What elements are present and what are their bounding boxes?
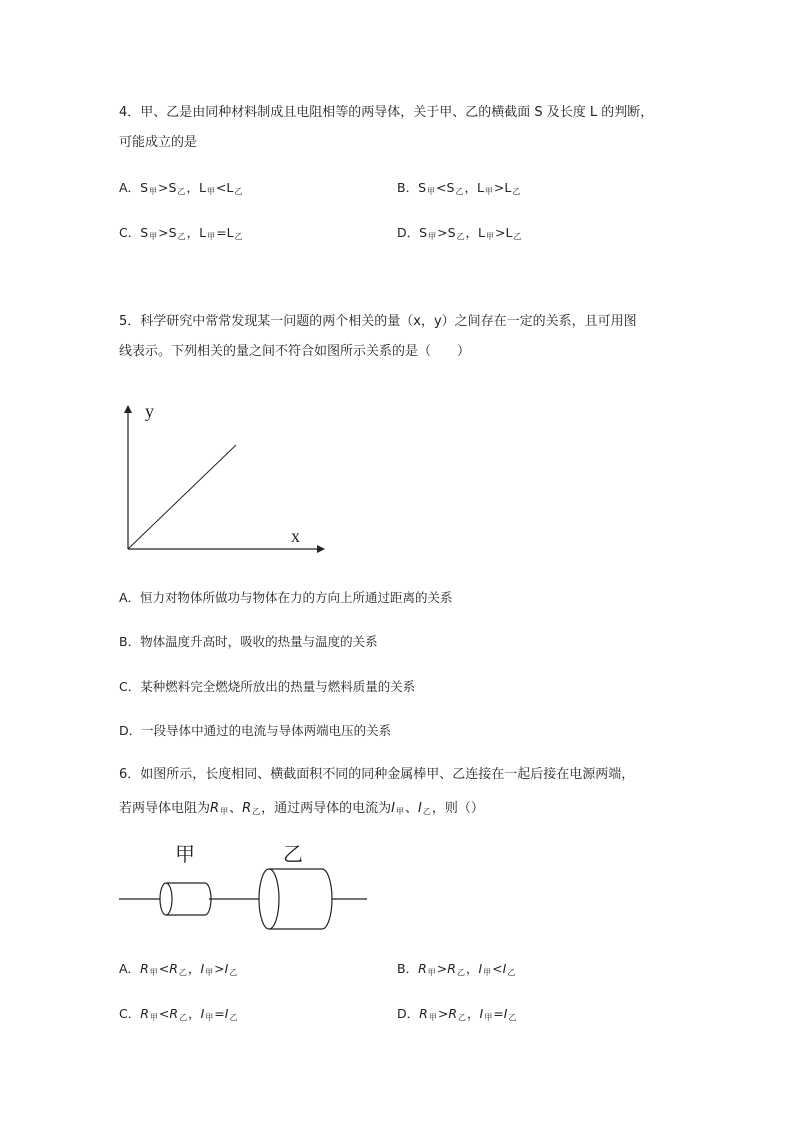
q5-graph-y-label: y	[145, 401, 154, 421]
q6-option-a: A．$R_甲<R_乙$，$I_甲>I_乙$	[119, 961, 238, 977]
q5-option-a: A．恒力对物体所做功与物体在力的方向上所通过距离的关系	[119, 590, 453, 605]
q5-stem-line1: 5．科学研究中常常发现某一问题的两个相关的量（x，y）之间存在一定的关系，且可用图	[119, 314, 637, 329]
q4-stem-line1: 4．甲、乙是由同种材料制成且电阻相等的两导体，关于甲、乙的横截面 S 及长度 L 的判断，	[119, 105, 654, 120]
q4-option-c: C．$S_甲>S_乙$，$L_甲=L_乙$	[119, 225, 243, 241]
q5-graph-proportional-line	[128, 445, 236, 549]
q6-stem-line2: 若两导体电阻为$R_甲$、$R_乙$，通过两导体的电流为$I_甲$、$I_乙$，则（）	[119, 801, 484, 816]
q6-figure-label-yi: 乙	[283, 844, 303, 866]
q6-rod-yi	[259, 869, 332, 929]
q6-rod-jia	[160, 883, 211, 915]
q4-option-d: D．$S_甲>S_乙$，$L_甲>L_乙$	[397, 225, 522, 241]
q6-option-d: D．$R_甲>R_乙$，$I_甲=I_乙$	[397, 1006, 517, 1022]
q5-option-b: B．物体温度升高时，吸收的热量与温度的关系	[119, 634, 378, 649]
q5-option-c: C．某种燃料完全燃烧所放出的热量与燃料质量的关系	[119, 679, 416, 694]
q4-option-b: B．$S_甲<S_乙$，$L_甲>L_乙$	[397, 180, 521, 196]
q6-figure-label-jia: 甲	[175, 844, 195, 866]
q6-conductor-figure	[115, 838, 375, 936]
q6-option-b: B．$R_甲>R_乙$，$I_甲<I_乙$	[397, 961, 516, 977]
q5-graph	[112, 398, 332, 560]
q6-option-c: C．$R_甲<R_乙$，$I_甲=I_乙$	[119, 1006, 238, 1022]
q4-stem-line2: 可能成立的是	[119, 135, 198, 150]
q6-stem-line1: 6．如图所示，长度相同、横截面积不同的同种金属棒甲、乙连接在一起后接在电源两端，	[119, 767, 635, 782]
q5-graph-x-label: x	[291, 526, 300, 546]
q5-option-d: D．一段导体中通过的电流与导体两端电压的关系	[119, 723, 392, 738]
q4-option-a: A．$S_甲>S_乙$，$L_甲<L_乙$	[119, 180, 243, 196]
q5-stem-line2: 线表示。下列相关的量之间不符合如图所示关系的是（ ）	[119, 344, 471, 359]
